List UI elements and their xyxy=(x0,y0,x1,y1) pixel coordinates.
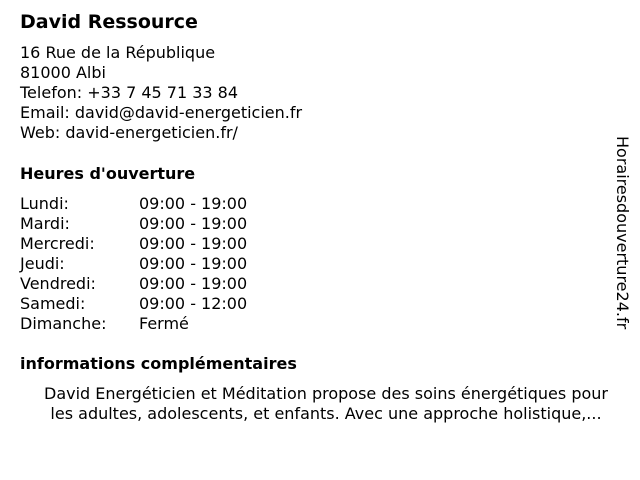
hours-row-saturday xyxy=(20,294,247,314)
watermark-site-label: Horairesdouverture24.fr xyxy=(613,136,632,330)
business-name: David Ressource xyxy=(20,11,198,33)
hours-row-wednesday xyxy=(20,234,247,254)
day-label: Mardi: xyxy=(20,214,70,233)
website: Web: david-energeticien.fr/ xyxy=(20,123,238,142)
email-address: Email: david@david-energeticien.fr xyxy=(20,103,303,122)
day-label: Samedi: xyxy=(20,294,86,313)
time-range: Fermé xyxy=(139,314,189,333)
time-range: 09:00 - 19:00 xyxy=(139,194,248,213)
time-range: 09:00 - 19:00 xyxy=(139,214,248,233)
hours-row-sunday xyxy=(20,314,247,334)
day-label: Lundi: xyxy=(20,194,69,213)
day-label: Vendredi: xyxy=(20,274,96,293)
hours-row-thursday xyxy=(20,254,247,274)
additional-info-heading: informations complémentaires xyxy=(20,354,297,373)
city-postal: 81000 Albi xyxy=(20,63,106,82)
day-label: Mercredi: xyxy=(20,234,95,253)
time-range: 09:00 - 12:00 xyxy=(139,294,248,313)
opening-hours-table xyxy=(20,194,247,334)
time-range: 09:00 - 19:00 xyxy=(139,234,248,253)
business-description xyxy=(20,384,632,424)
description-line-1: David Energéticien et Méditation propose des soins énergétiques pour xyxy=(44,384,608,403)
opening-hours-heading: Heures d'ouverture xyxy=(20,164,196,183)
day-label: Dimanche: xyxy=(20,314,107,333)
time-range: 09:00 - 19:00 xyxy=(139,274,248,293)
address-block xyxy=(20,43,302,143)
hours-row-tuesday xyxy=(20,214,247,234)
time-range: 09:00 - 19:00 xyxy=(139,254,248,273)
hours-row-monday xyxy=(20,194,247,214)
day-label: Jeudi: xyxy=(20,254,65,273)
hours-row-friday xyxy=(20,274,247,294)
phone-number: Telefon: +33 7 45 71 33 84 xyxy=(20,83,239,102)
street-address: 16 Rue de la République xyxy=(20,43,216,62)
description-line-2: les adultes, adolescents, et enfants. Avec une approche holistique,... xyxy=(50,404,602,423)
